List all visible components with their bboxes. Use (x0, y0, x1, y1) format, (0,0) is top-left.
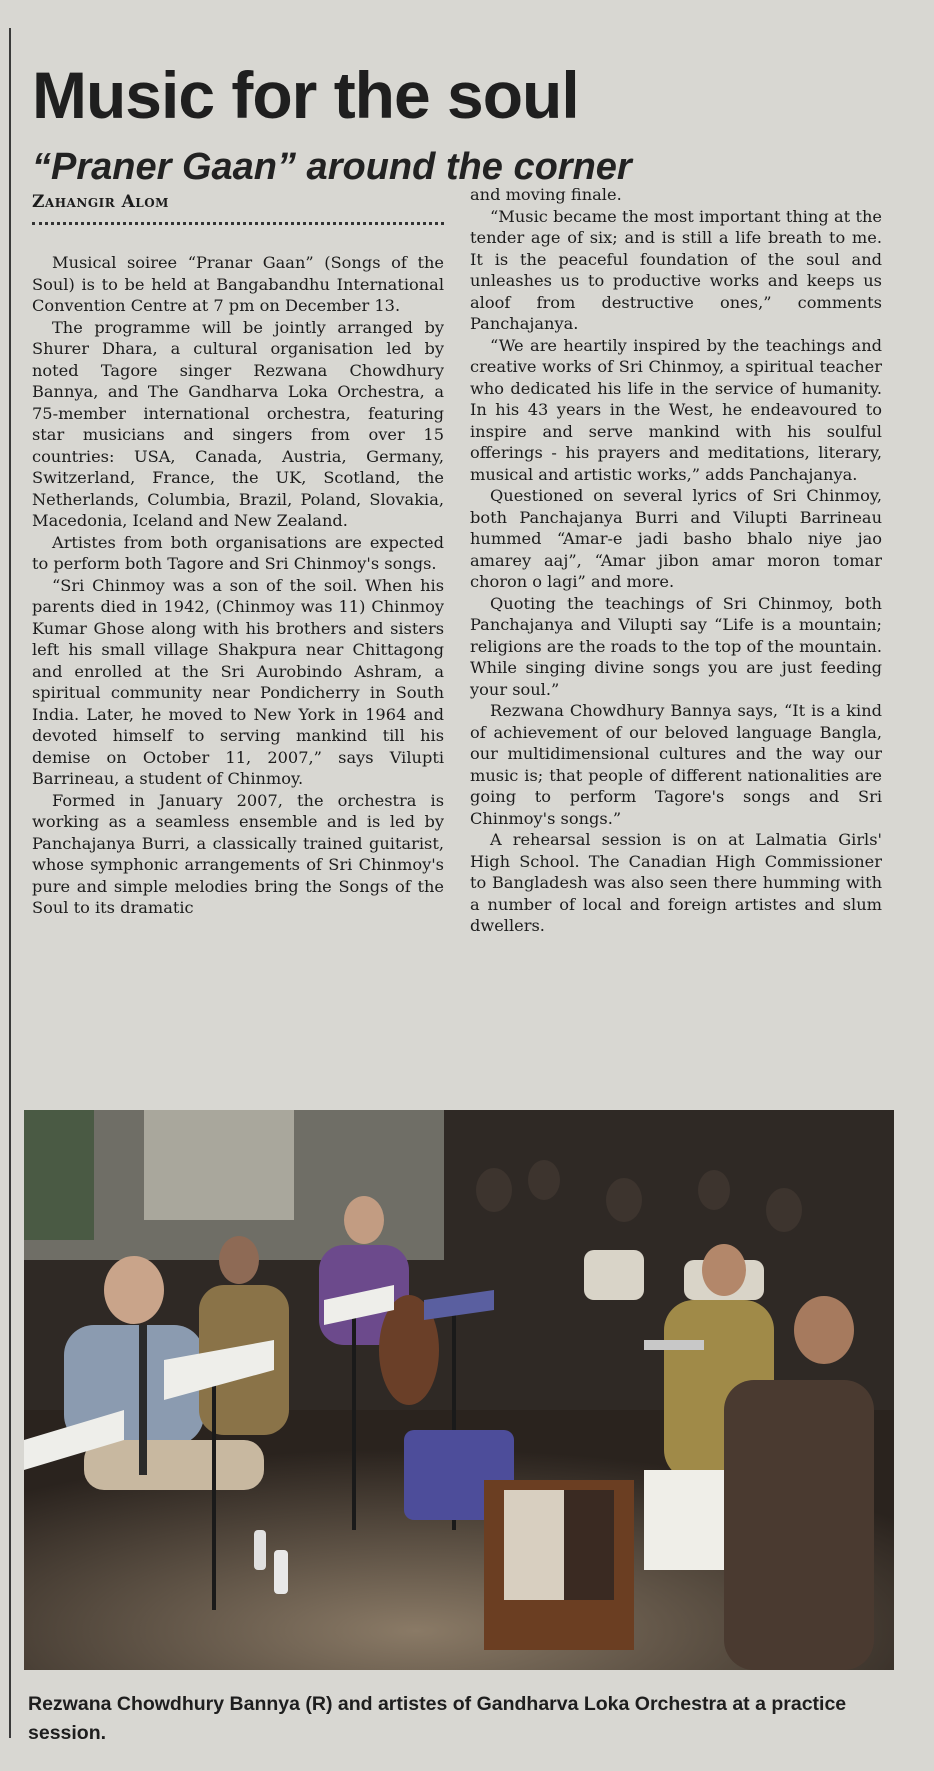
paragraph: Questioned on several lyrics of Sri Chinmoy, both Panchajanya Burri and Vilupti Barrineau hummed “Amar-e jadi basho bhalo niye jao amarey aaj”, “Amar jibon amar moron tomar choron o lagi” and more. (470, 486, 882, 591)
column-rule (9, 28, 11, 1738)
paragraph: A rehearsal session is on at Lalmatia Girls' High School. The Canadian High Commissioner to Bangladesh was also seen there humming with a number of local and foreign artistes and slum dwellers. (470, 830, 882, 935)
paragraph: Formed in January 2007, the orchestra is working as a seamless ensemble and is led by Panchajanya Burri, a classically trained guitarist, whose symphonic arrangements of Sri Chinmoy's pure and simple melodies bring the Songs of the Soul to its dramatic (32, 790, 444, 917)
paragraph: The programme will be jointly arranged by Shurer Dhara, a cultural organisation led by noted Tagore singer Rezwana Chowdhury Bannya, and The Gandharva Loka Orchestra, a 75-member international orchestra, featuring star musicians and singers from over 15 countries: USA, Canada, Austria, Germany, Switzerland, France, the UK, Scotland, the Netherlands, Columbia, Brazil, Poland, Slovakia, Macedonia, Iceland and New Zealand. (32, 317, 444, 530)
rehearsal-photo (24, 1110, 894, 1670)
paragraph: “We are heartily inspired by the teachings and creative works of Sri Chinmoy, a spiritual teacher who dedicated his life in the service of humanity. In his 43 years in the West, he endeavoured to inspire and serve mankind with his soulful offerings - his prayers and meditations, literary, musical and artistic works,” adds Panchajanya. (470, 335, 882, 484)
article-column-right (470, 184, 882, 937)
article-column-left (32, 252, 444, 919)
photo-caption: Rezwana Chowdhury Bannya (R) and artistes of Gandharva Loka Orchestra at a practice session. (28, 1693, 847, 1744)
paragraph: Quoting the teachings of Sri Chinmoy, both Panchajanya and Vilupti say “Life is a mountain; religions are the roads to the top of the mountain. While singing divine songs you are just feeding your soul.” (470, 593, 882, 699)
rehearsal-photo-illustration (24, 1110, 894, 1670)
byline-divider (32, 222, 444, 225)
headline: Music for the soul (32, 58, 579, 133)
paragraph: Artistes from both organisations are expected to perform both Tagore and Sri Chinmoy's songs. (32, 532, 444, 573)
paragraph: Musical soiree “Pranar Gaan” (Songs of the Soul) is to be held at Bangabandhu International Convention Centre at 7 pm on December 13. (32, 253, 444, 315)
byline: Zahangir Alom (32, 192, 169, 212)
paragraph: “Sri Chinmoy was a son of the soil. When his parents died in 1942, (Chinmoy was 11) Chinmoy Kumar Ghose along with his brothers and sisters left his small village Shakpura near Chittagong and enrolled at the Sri Aurobindo Ashram, a spiritual community near Pondicherry in South India. Later, he moved to New York in 1964 and devoted himself to serving mankind till his demise on October 11, 2007,” says Vilupti Barrineau, a student of Chinmoy. (32, 575, 444, 788)
paragraph: Rezwana Chowdhury Bannya says, “It is a kind of achievement of our beloved language Bangla, our multidimensional cultures and the way our music is; that people of different nationalities are going to perform Tagore's songs and Sri Chinmoy's songs.” (470, 701, 882, 828)
paragraph: “Music became the most important thing at the tender age of six; and is still a life breath to me. It is the peaceful foundation of the soul and unleashes us to productive works and keeps us aloof from destructive ones,” comments Panchajanya. (470, 206, 882, 333)
paragraph-continuation: and moving finale. (470, 185, 622, 204)
subhead: “Praner Gaan” around the corner (32, 145, 632, 188)
